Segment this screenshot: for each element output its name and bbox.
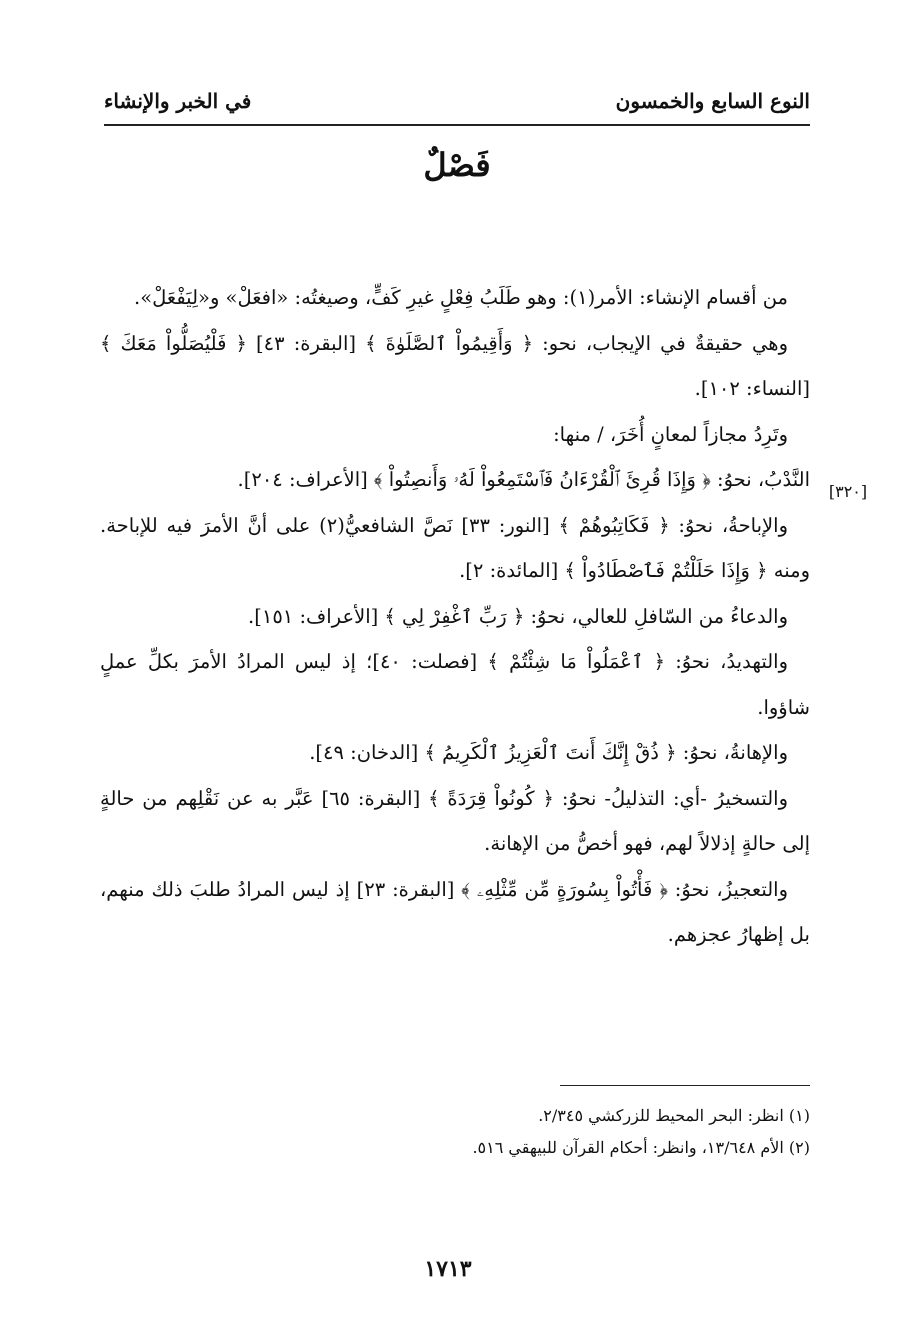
paragraph-figurative-meanings: وتَرِدُ مجازاً لمعانٍ أُخَرَ، / منها:: [553, 422, 788, 446]
footnote-2: (٢) الأم ١٣/٦٤٨، وانظر: أحكام القرآن للبيهقي ٥١٦.: [472, 1138, 810, 1157]
footnote-rule: [560, 1085, 810, 1086]
paragraph-challenge: والتعجيزُ، نحوُ: ﴿ فَأْتُواْ بِسُورَةٍ مِّن مِّثْلِهِۦ ﴾ [البقرة: ٢٣] إذ ليس المرادُ طلبَ ذلك منهم، بل إظهارُ عجزهم.: [100, 877, 810, 946]
chapter-title: النوع السابع والخمسون: [615, 89, 810, 113]
page-number: ١٧١٣: [424, 1256, 472, 1282]
footnote-1: (١) انظر: البحر المحيط للزركشي ٢/٣٤٥.: [538, 1106, 810, 1125]
paragraph-humiliation: والإهانةُ، نحوُ: ﴿ ذُقْ إِنَّكَ أَنتَ ٱلْعَزِيزُ ٱلْكَرِيمُ ﴾ [الدخان: ٤٩].: [309, 741, 788, 764]
footnotes: [300, 1100, 810, 1164]
header-rule: [104, 124, 810, 126]
section-topic: في الخبر والإنشاء: [104, 89, 252, 113]
paragraph-obligation: وهي حقيقةٌ في الإيجاب، نحو: ﴿ وَأَقِيمُواْ ٱلصَّلَوٰةَ ﴾ [البقرة: ٤٣] ﴿ فَلْيُصَلُّواْ مَعَكَ ﴾ [النساء: ١٠٢].: [100, 331, 810, 400]
body-text: [100, 275, 810, 958]
paragraph-definition: من أقسام الإنشاء: الأمر(١): وهو طَلَبُ فِعْلٍ غيرِ كَفٍّ، وصيغتُه: «افعَلْ» و«لِيَفْعَلْ».: [134, 286, 788, 309]
paragraph-recommendation: النَّدْبُ، نحوُ: ﴿ وَإِذَا قُرِئَ ٱلْقُرْءَانُ فَٱسْتَمِعُواْ لَهُۥ وَأَنصِتُواْ ﴾ [الأعراف: ٢٠٤].: [237, 468, 810, 491]
paragraph-supplication: والدعاءُ من السّافلِ للعالي، نحوُ: ﴿ رَبِّ ٱغْفِرْ لِي ﴾ [الأعراف: ١٥١].: [248, 604, 788, 628]
running-header: [104, 84, 810, 118]
margin-page-reference: [٣٢٠]: [828, 482, 868, 501]
section-title: فَصْلٌ: [423, 146, 491, 184]
paragraph-permission: والإباحةُ، نحوُ: ﴿ فَكَاتِبُوهُمْ ﴾ [النور: ٣٣] نَصَّ الشافعيُّ(٢) على أنَّ الأمرَ فيه للإباحة. ومنه ﴿ وَإِذَا حَلَلْتُمْ فَٱصْطَادُواْ ﴾ [المائدة: ٢].: [100, 513, 810, 582]
paragraph-subjugation: والتسخيرُ -أي: التذليلُ- نحوُ: ﴿ كُونُواْ قِرَدَةً ﴾ [البقرة: ٦٥] عَبَّر به عن نَقْلِهم من حالةٍ إلى حالةٍ إذلالاً لهم، فهو أخصُّ من الإهانة.: [100, 786, 810, 855]
paragraph-threat: والتهديدُ، نحوُ: ﴿ ٱعْمَلُواْ مَا شِئْتُمْ ﴾ [فصلت: ٤٠]؛ إذ ليس المرادُ الأمرَ بكلِّ عملٍ شاؤوا.: [100, 650, 810, 719]
